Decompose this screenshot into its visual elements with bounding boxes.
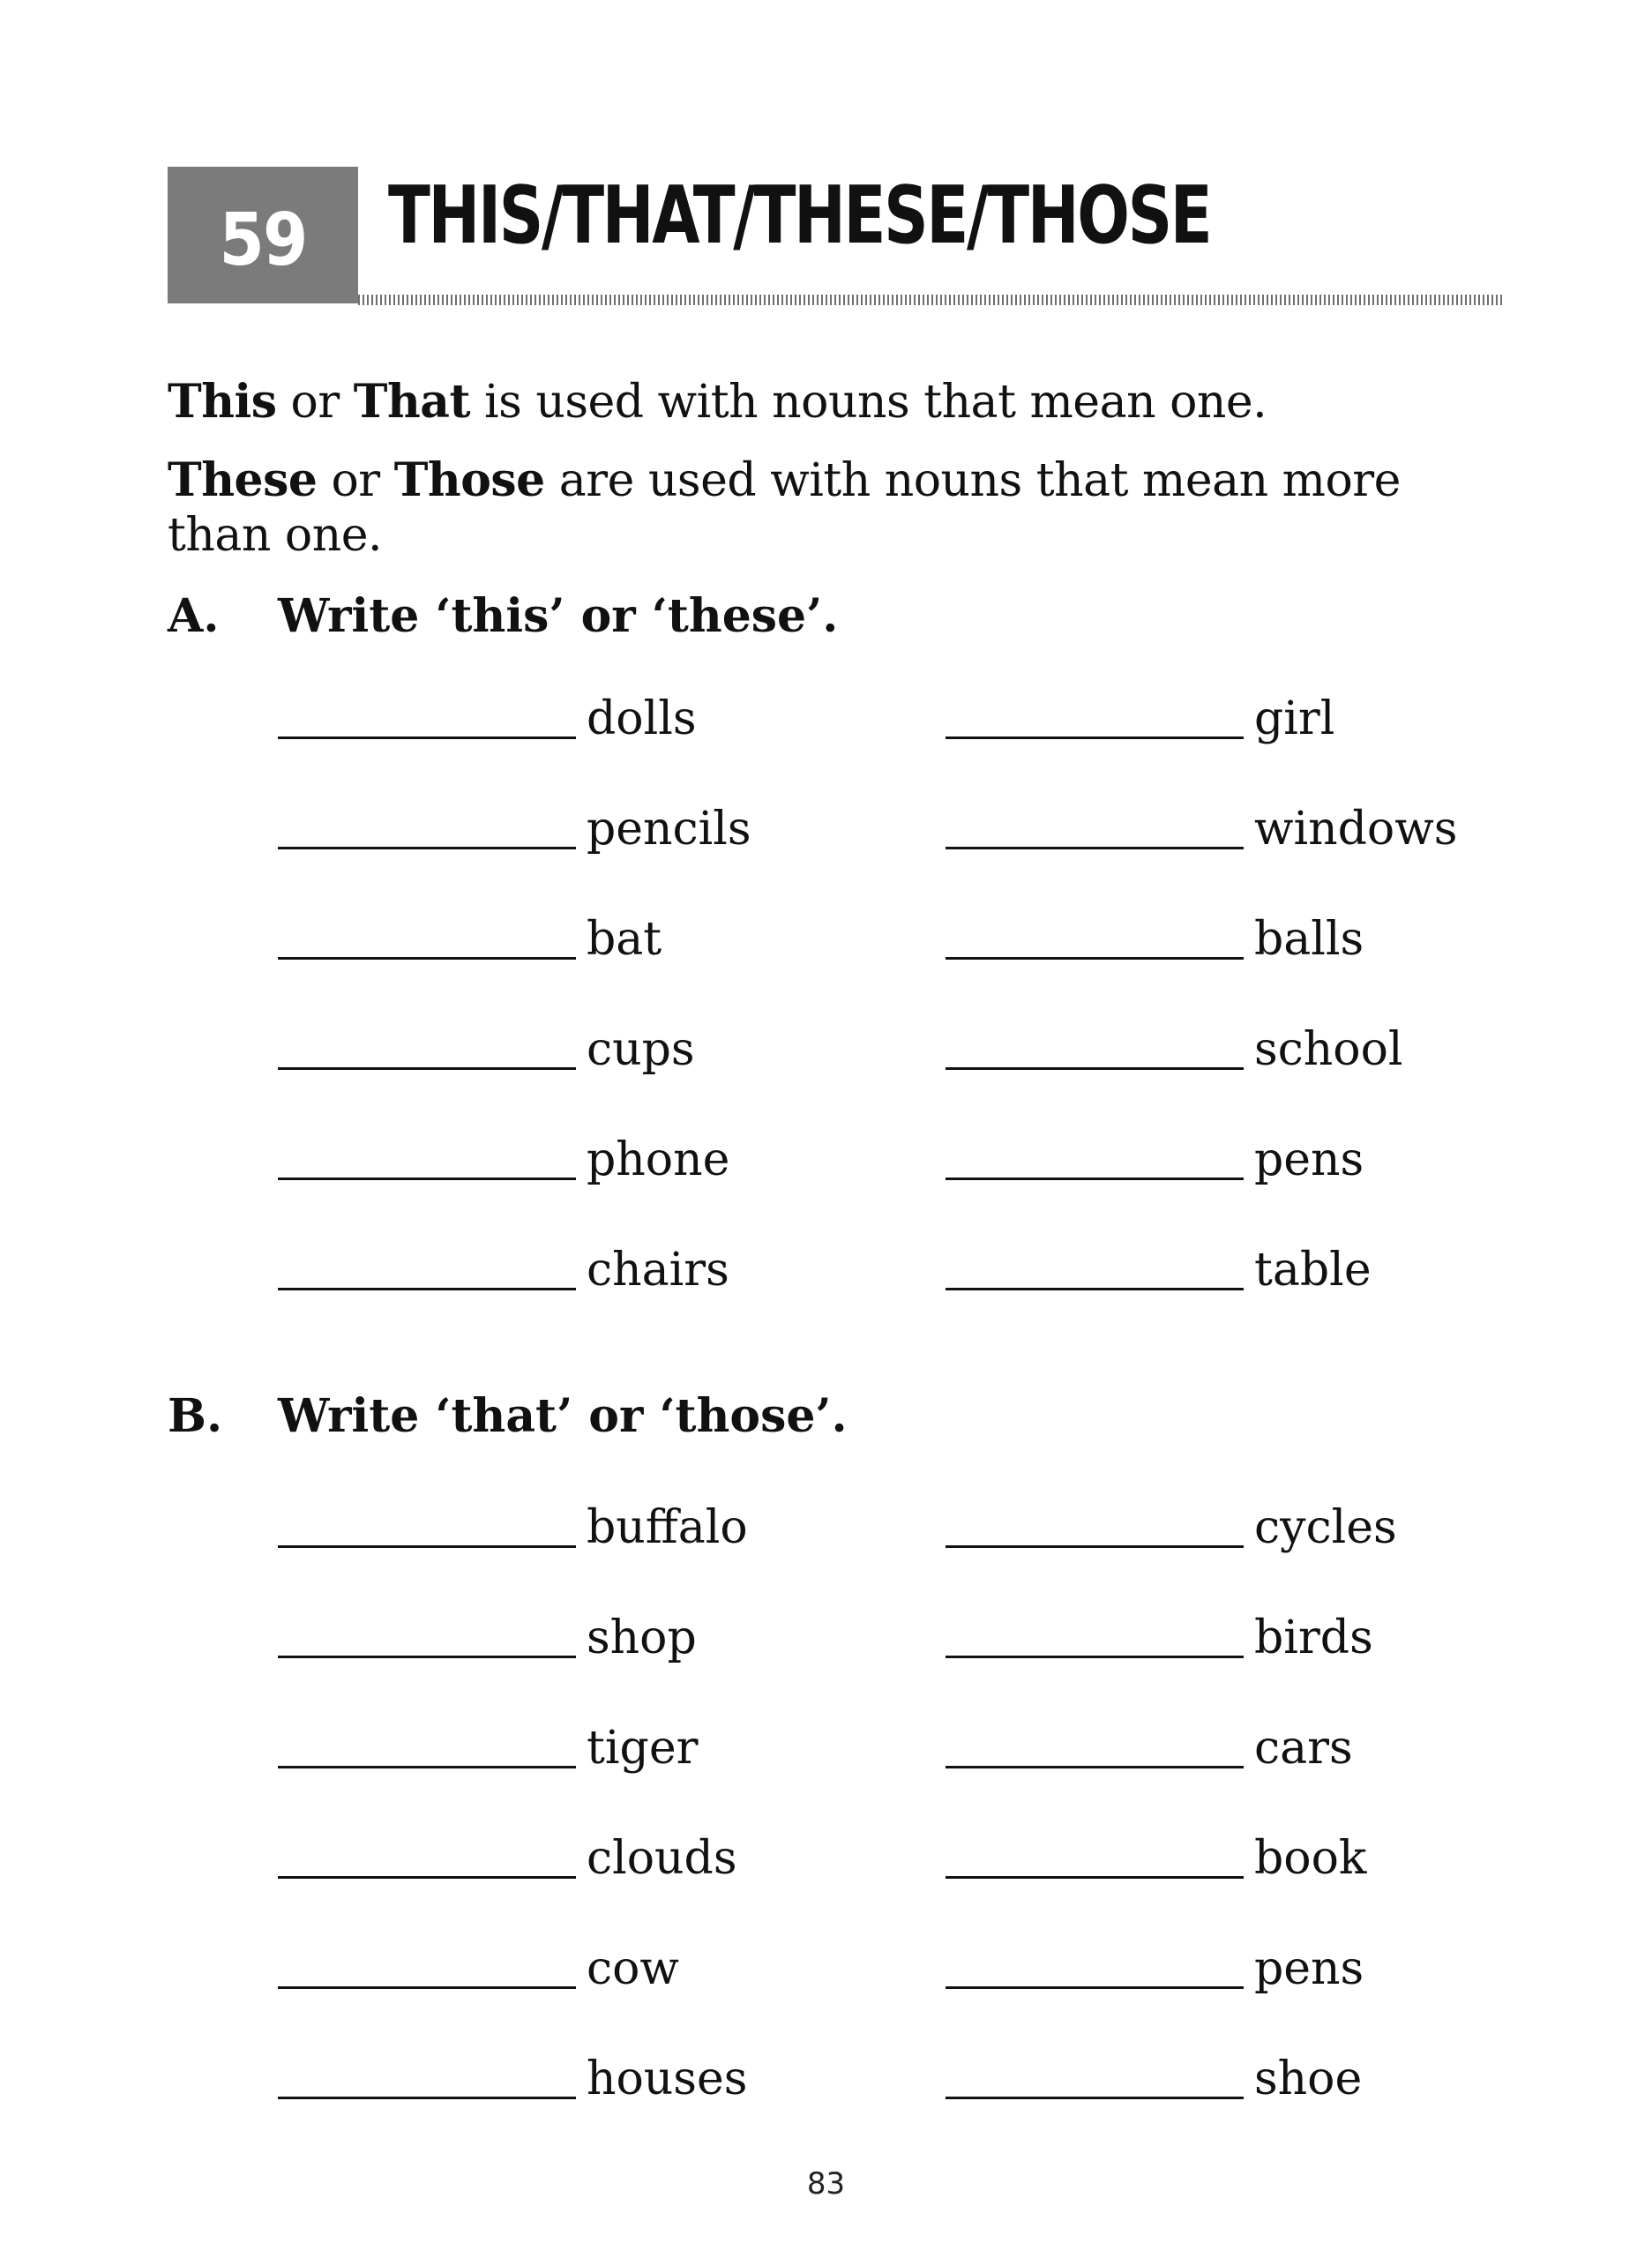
exercise-item (278, 1497, 748, 1559)
exercise-item (278, 1828, 737, 1889)
title-divider (358, 295, 1505, 305)
intro-text: are used with nouns that mean more than one. (168, 454, 1401, 562)
exercise-item (946, 688, 1334, 750)
exercise-item (278, 798, 751, 860)
noun-word: book (1254, 1832, 1367, 1885)
lesson-number: 59 (219, 198, 307, 282)
intro-rule-plural (168, 453, 1491, 563)
answer-blank[interactable] (946, 1656, 1244, 1658)
noun-word: phone (587, 1133, 730, 1186)
noun-word: cars (1254, 1722, 1353, 1775)
noun-word: bat (587, 913, 662, 966)
noun-word: houses (587, 2052, 748, 2105)
answer-blank[interactable] (278, 1766, 576, 1768)
noun-word: shop (587, 1611, 697, 1664)
exercise-row (278, 1129, 1513, 1239)
intro-text: is used with nouns that mean one. (469, 376, 1267, 429)
exercise-row (278, 1938, 1513, 2048)
exercise-item (278, 1607, 697, 1669)
section-instruction: Write ‘that’ or ‘those’. (278, 1389, 848, 1443)
exercise-item (946, 908, 1364, 970)
answer-blank[interactable] (946, 2097, 1244, 2099)
answer-blank[interactable] (946, 957, 1244, 960)
exercise-row (278, 798, 1513, 908)
noun-word: cow (587, 1942, 679, 1995)
exercise-item (278, 688, 697, 750)
noun-word: dolls (587, 692, 697, 745)
answer-blank[interactable] (946, 1986, 1244, 1989)
answer-blank[interactable] (278, 957, 576, 960)
noun-word: girl (1254, 692, 1335, 745)
answer-blank[interactable] (946, 1067, 1244, 1070)
exercise-item (946, 1607, 1373, 1669)
intro-keyword: That (353, 375, 470, 429)
exercise-item (278, 1239, 729, 1301)
exercise-row (278, 1717, 1513, 1828)
section-a-exercises (278, 688, 1513, 1350)
exercise-row (278, 1497, 1513, 1607)
answer-blank[interactable] (946, 1288, 1244, 1290)
section-letter: B. (168, 1389, 223, 1443)
noun-word: clouds (587, 1832, 737, 1885)
page-number: 83 (806, 2166, 846, 2202)
section-instruction: Write ‘this’ or ‘these’. (278, 589, 839, 643)
lesson-number-badge (168, 167, 358, 303)
answer-blank[interactable] (278, 1876, 576, 1879)
noun-word: pens (1254, 1942, 1364, 1995)
exercise-item (278, 1717, 698, 1779)
answer-blank[interactable] (278, 1178, 576, 1180)
answer-blank[interactable] (946, 1876, 1244, 1879)
intro-keyword: Those (393, 453, 545, 507)
noun-word: buffalo (587, 1501, 748, 1554)
answer-blank[interactable] (278, 1986, 576, 1989)
answer-blank[interactable] (278, 736, 576, 739)
exercise-item (278, 2048, 747, 2110)
intro-rule-singular (168, 375, 1491, 430)
exercise-item (946, 1497, 1397, 1559)
page-title: THIS/THAT/THESE/THOSE (388, 169, 1211, 262)
section-a-heading (168, 589, 838, 643)
answer-blank[interactable] (278, 1656, 576, 1658)
exercise-item (946, 1129, 1364, 1191)
exercise-row (278, 1019, 1513, 1129)
answer-blank[interactable] (946, 736, 1244, 739)
noun-word: balls (1254, 913, 1364, 966)
answer-blank[interactable] (278, 1545, 576, 1548)
exercise-row (278, 1607, 1513, 1717)
answer-blank[interactable] (278, 1288, 576, 1290)
exercise-item (278, 1938, 679, 2000)
noun-word: chairs (587, 1244, 729, 1297)
exercise-row (278, 688, 1513, 798)
answer-blank[interactable] (278, 1067, 576, 1070)
exercise-row (278, 1828, 1513, 1938)
answer-blank[interactable] (946, 1766, 1244, 1768)
noun-word: tiger (587, 1722, 699, 1775)
exercise-item (946, 1019, 1403, 1080)
answer-blank[interactable] (278, 847, 576, 849)
exercise-item (946, 1938, 1364, 2000)
exercise-item (278, 1129, 729, 1191)
noun-word: table (1254, 1244, 1372, 1297)
intro-text: or (276, 376, 354, 429)
exercise-row (278, 1239, 1513, 1350)
exercise-item (278, 908, 662, 970)
exercise-item (946, 1828, 1366, 1889)
noun-word: shoe (1254, 2052, 1363, 2105)
noun-word: cycles (1254, 1501, 1397, 1554)
noun-word: pens (1254, 1133, 1364, 1186)
noun-word: windows (1254, 803, 1458, 856)
exercise-item (946, 1717, 1353, 1779)
noun-word: cups (587, 1023, 695, 1076)
answer-blank[interactable] (278, 2097, 576, 2099)
exercise-row (278, 908, 1513, 1019)
intro-keyword: These (168, 453, 318, 507)
answer-blank[interactable] (946, 847, 1244, 849)
noun-word: school (1254, 1023, 1403, 1076)
noun-word: birds (1254, 1611, 1373, 1664)
exercise-row (278, 2048, 1513, 2158)
answer-blank[interactable] (946, 1178, 1244, 1180)
section-letter: A. (168, 589, 220, 643)
answer-blank[interactable] (946, 1545, 1244, 1548)
section-b-exercises (278, 1497, 1513, 2158)
noun-word: pencils (587, 803, 751, 856)
exercise-item (946, 798, 1457, 860)
section-b-heading (168, 1389, 848, 1443)
exercise-item (278, 1019, 695, 1080)
intro-text: or (317, 454, 394, 507)
exercise-item (946, 1239, 1372, 1301)
intro-keyword: This (168, 375, 277, 429)
exercise-item (946, 2048, 1362, 2110)
